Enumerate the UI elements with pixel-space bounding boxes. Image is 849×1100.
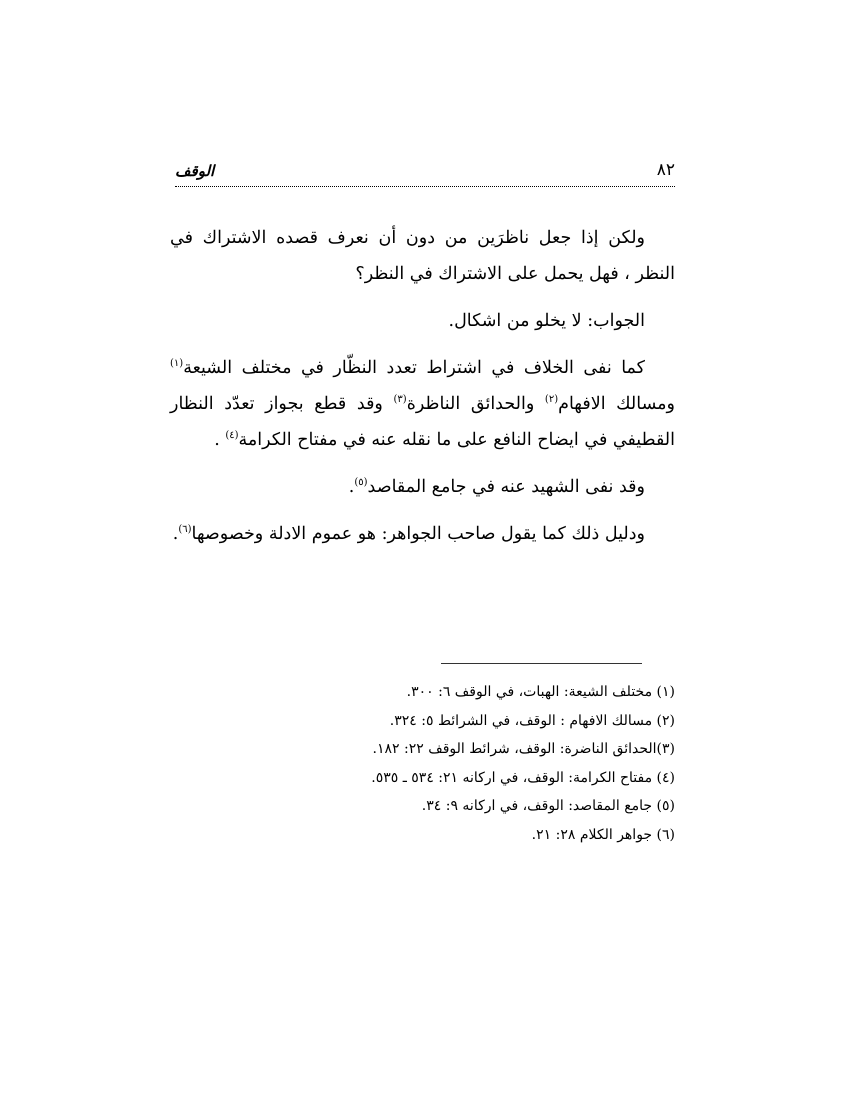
footnote: (٣)الحدائق الناضرة: الوقف، شرائط الوقف ٢٢: ١٨٢. — [372, 741, 675, 757]
paragraph — [170, 469, 675, 505]
paragraph-text: ودليل ذلك كما يقول صاحب الجواهر: هو عموم الادلة وخصوصها — [191, 524, 645, 544]
footnotes — [300, 678, 675, 849]
footnote: (٥) جامع المقاصد: الوقف، في اركانه ٩: ٣٤. — [421, 798, 675, 814]
paragraph — [170, 350, 675, 458]
footnote-marker: (٤) — [225, 430, 239, 442]
footnote: (٦) جواهر الكلام ٢٨: ٢١. — [531, 826, 675, 843]
page-number: ٨٢ — [656, 160, 675, 180]
footnote-marker: (٢) — [544, 394, 559, 406]
paragraph-text: . — [172, 524, 179, 544]
paragraph: ولكن إذا جعل ناظرَين من دون أن نعرف قصده الاشتراك في النظر ، فهل يحمل على الاشتراك في النظر؟ — [170, 228, 675, 284]
footnote: (١) مختلف الشيعة: الهبات، في الوقف ٦: ٣٠٠. — [406, 684, 675, 700]
running-header — [175, 160, 675, 187]
paragraph-text: والحدائق الناظرة — [406, 394, 545, 414]
paragraph-text: . — [348, 477, 355, 497]
footnote-marker: (٦) — [178, 524, 192, 536]
footnote-divider — [441, 663, 642, 664]
running-title: الوقف — [175, 162, 215, 180]
footnote-marker: (١) — [170, 358, 184, 370]
paragraph-text: وقد قطع بجواز تعدّد النظار القطيفي في ايضاح النافع على ما نقله عنه في مفتاح الكرامة — [170, 394, 675, 450]
footnote-marker: (٥) — [354, 477, 368, 489]
paragraph-text: كما نفى الخلاف في اشتراط تعدد النظّار في مختلف الشيعة — [183, 358, 645, 378]
paragraph-text: وقد نفى الشهيد عنه في جامع المقاصد — [367, 477, 645, 497]
footnote-marker: (٣) — [393, 394, 407, 406]
paragraph-text: ومسالك الافهام — [558, 394, 676, 414]
footnote: (٢) مسالك الافهام : الوقف، في الشرائط ٥: ٣٢٤. — [389, 712, 675, 729]
paragraph — [170, 516, 675, 552]
footnote: (٤) مفتاح الكرامة: الوقف، في اركانه ٢١: ٥٣٤ ـ ٥٣٥. — [371, 769, 675, 786]
paragraph: الجواب: لا يخلو من اشكال. — [448, 311, 645, 331]
body-text — [170, 220, 675, 563]
paragraph-text: . — [214, 430, 226, 450]
